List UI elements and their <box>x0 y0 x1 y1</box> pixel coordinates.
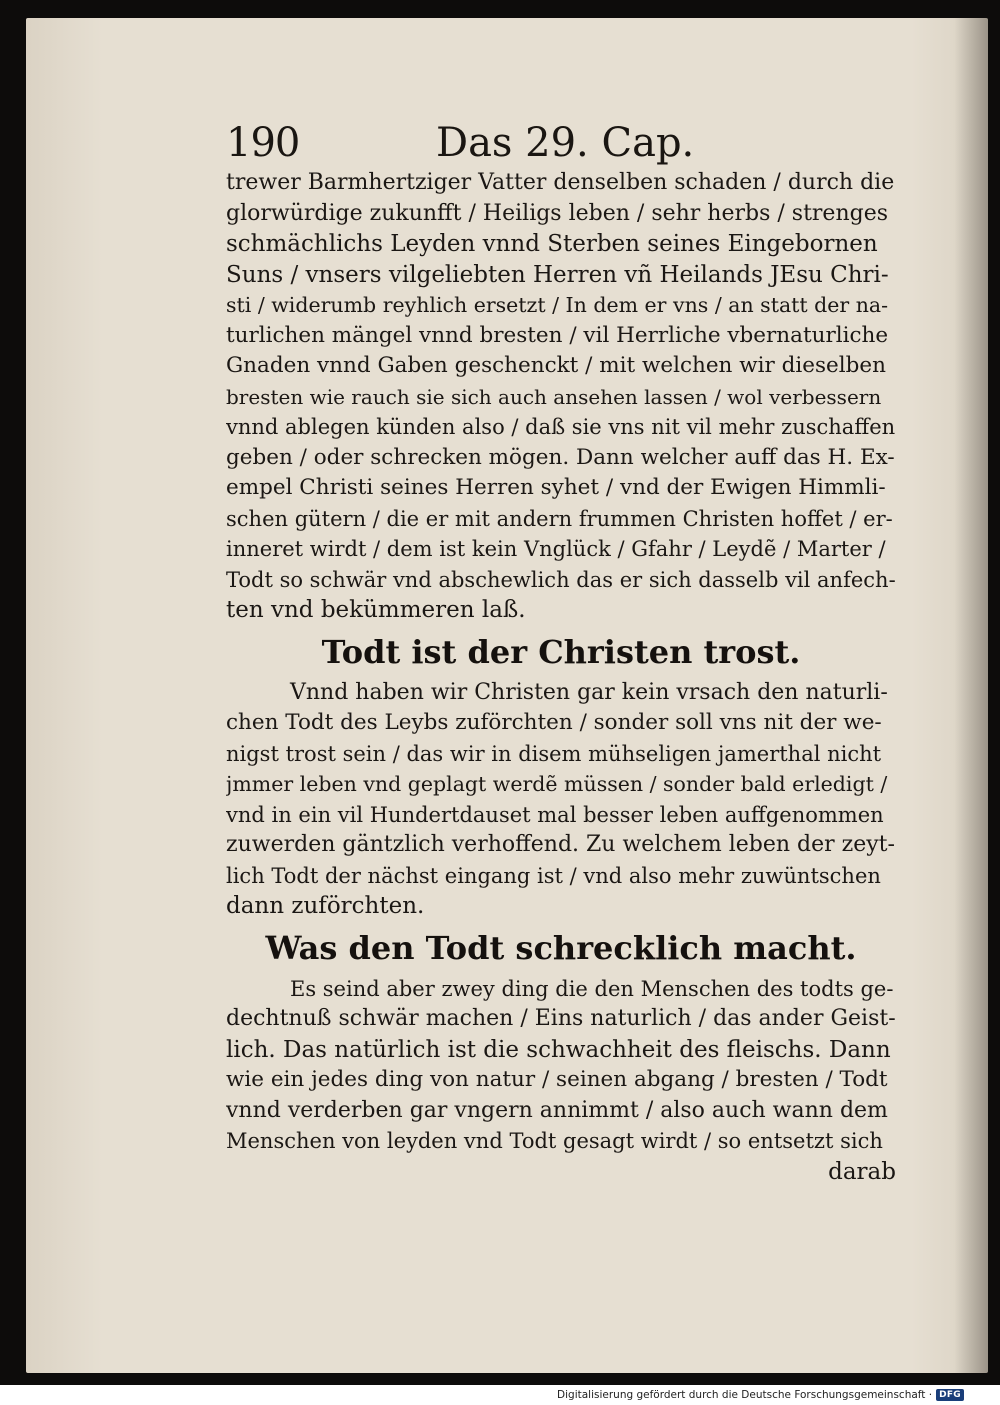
text-line: ten vnd bekümmeren laß. <box>226 597 526 623</box>
text-block <box>226 168 896 1187</box>
catchword: darab <box>828 1158 896 1185</box>
text-line: jmmer leben vnd geplagt werdẽ müssen / sonder bald erledigt / <box>226 772 888 796</box>
text-line: glorwürdige zukunfft / Heiligs leben / sehr herbs / strenges <box>226 200 889 226</box>
text-line: lich Todt der nächst eingang ist / vnd also mehr zuwüntschen <box>226 863 881 888</box>
text-line: trewer Barmhertziger Vatter denselben schaden / durch die <box>226 170 895 195</box>
text-line: inneret wirdt / dem ist kein Vnglück / Gfahr / Leydẽ / Marter / <box>226 537 886 561</box>
text-line: turlichen mängel vnnd bresten / vil Herrliche vbernaturliche <box>226 322 889 348</box>
paragraph-1 <box>226 168 896 626</box>
section-heading: Was den Todt schrecklich macht. <box>265 928 857 967</box>
page-edge-shadow <box>954 18 988 1373</box>
text-line: Vnnd haben wir Christen gar kein vrsach den naturli- <box>290 679 888 705</box>
text-line: wie ein jedes ding von natur / seinen abgang / bresten / Todt <box>226 1067 888 1092</box>
text-line: dechtnuß schwär machen / Eins naturlich / das ander Geist- <box>226 1006 896 1031</box>
text-line: empel Christi seines Herren syhet / vnd der Ewigen Himmli- <box>226 475 886 500</box>
chapter-heading: Das 29. Cap. <box>436 120 695 166</box>
text-line: zuwerden gäntzlich verhoffend. Zu welchem leben der zeyt- <box>226 832 895 857</box>
text-line: dann zuförchten. <box>226 893 425 919</box>
text-line: schen gütern / die er mit andern frummen Christen hoffet / er- <box>226 506 893 531</box>
text-line: lich. Das natürlich ist die schwachheit des fleischs. Dann <box>226 1036 891 1063</box>
text-line: geben / oder schrecken mögen. Dann welcher auff das H. Ex- <box>226 444 895 470</box>
running-head <box>226 116 695 176</box>
text-line: nigst trost sein / das wir in disem mühseligen jamerthal nicht <box>226 741 882 766</box>
dfg-logo: DFG <box>936 1389 964 1401</box>
text-line: vnd in ein vil Hundertdauset mal besser leben auffgenommen <box>226 802 884 827</box>
section-heading: Todt ist der Christen trost. <box>321 632 801 671</box>
paragraph-3 <box>226 974 896 1188</box>
text-line: schmächlichs Leyden vnnd Sterben seines Eingebornen <box>226 231 878 257</box>
text-line: chen Todt des Leybs zuförchten / sonder soll vns nit der we- <box>226 710 882 735</box>
page-number: 190 <box>226 120 300 166</box>
text-line: sti / widerumb reyhlich ersetzt / In dem er vns / an statt der na- <box>226 293 889 317</box>
text-line: vnnd verderben gar vngern annimmt / also auch wann dem <box>226 1097 888 1123</box>
text-line: Menschen von leyden vnd Todt gesagt wirdt / so entsetzt sich <box>226 1129 883 1153</box>
text-line: Es seind aber zwey ding die den Menschen des todts ge- <box>290 976 894 1001</box>
credit-text: Digitalisierung gefördert durch die Deutsche Forschungsgemeinschaft · <box>557 1389 933 1401</box>
text-line: Gnaden vnnd Gaben geschenckt / mit welchen wir dieselben <box>226 353 886 378</box>
text-line: vnnd ablegen künden also / daß sie vns nit vil mehr zuschaffen <box>226 415 896 439</box>
text-line: Todt so schwär vnd abschewlich das er sich dasselb vil anfech- <box>226 567 896 592</box>
digitization-credit <box>557 1387 964 1403</box>
text-line: bresten wie rauch sie sich auch ansehen lassen / wol verbessern <box>226 384 882 409</box>
paragraph-2 <box>226 678 896 922</box>
text-line: Suns / vnsers vilgeliebten Herren vñ Heilands JEsu Chri- <box>226 261 889 288</box>
